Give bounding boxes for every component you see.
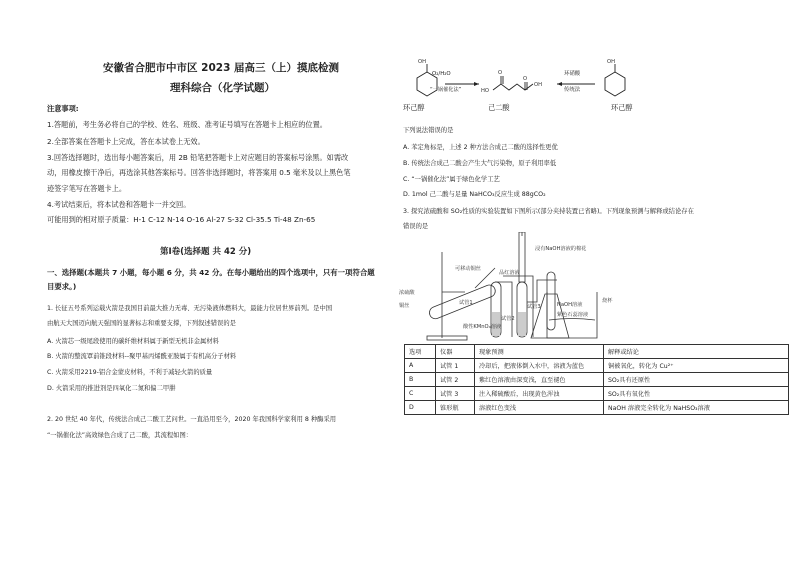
- q1-option-a[interactable]: A. 火箭芯一级尾段使用的碳纤维材料属于新型无机非金属材料: [47, 338, 219, 345]
- apparatus-label: 试管1: [459, 300, 473, 306]
- table-cell: 锥形瓶: [436, 401, 475, 415]
- q1-option-c[interactable]: C. 火箭采用2219-铝合金蒙皮材料，不利于减轻火箭的质量: [47, 369, 213, 376]
- apparatus-label: 浸有NaOH溶液的棉花: [535, 246, 587, 252]
- table-header-cell: 仪器: [436, 345, 475, 359]
- svg-text:O: O: [523, 76, 528, 82]
- apparatus-label: 浓硫酸: [399, 290, 415, 296]
- notice-item: 1.答题前，考生务必将自己的学校、姓名、班级、准考证号填写在答题卡上相应的位置。: [47, 120, 327, 129]
- part1-heading: 第Ⅰ卷(选择题 共 42 分): [160, 247, 252, 257]
- dropping-funnel: [519, 232, 525, 282]
- notice-heading: 注意事项:: [47, 104, 79, 113]
- notice-item: 2.全部答案在答题卡上完成，答在本试卷上无效。: [47, 137, 205, 146]
- apparatus-label: 品红溶液: [499, 270, 520, 276]
- table-cell: 紫红色溶液由深变浅，直至褪色: [475, 373, 604, 387]
- apparatus-label: 试管2: [501, 316, 515, 322]
- table-cell: SO₂具有氧化性: [604, 387, 789, 401]
- table-header-cell: 选项: [405, 345, 436, 359]
- q2-stem: “一锅催化法”高效绿色合成了己二酸，其流程如图：: [47, 432, 193, 439]
- apparatus-label: 酸性KMnO₄溶液: [463, 324, 502, 330]
- table-cell: A: [405, 359, 436, 373]
- q1-option-d[interactable]: D. 火箭采用的推进剂是四氧化二氮和偏二甲肼: [47, 385, 176, 392]
- q1-stem: 由航天大国迈向航天强国的显著标志和重要支撑，下列叙述错误的是: [47, 320, 236, 327]
- table-row[interactable]: [405, 359, 789, 373]
- part1-instructions: 一、选择题(本题共 7 小题，每小题 6 分，共 42 分。在每小题给出的四个选项中，只有一项符合题: [47, 268, 375, 277]
- svg-text:OH: OH: [607, 59, 615, 65]
- svg-text:OH: OH: [534, 82, 542, 88]
- table-cell: C: [405, 387, 436, 401]
- q3-stem: 错误的是: [403, 223, 429, 230]
- q1-stem: 1. 长征五号系列运载火箭是我国目前最大推力无毒、无污染液体燃料大，最能力位居世界前列。是中国: [47, 305, 333, 312]
- label-adipic-acid: 己二酸: [488, 103, 510, 112]
- reaction-scheme: [397, 0, 794, 125]
- table-cell: 试管 1: [436, 359, 475, 373]
- table-cell: 注入稀硫酸后，出现黄色浑浊: [475, 387, 604, 401]
- arrow2-top-label: 环硝酸: [564, 71, 581, 77]
- apparatus-label: 试管3: [527, 304, 541, 310]
- apparatus-label: 紫色石蕊溶液: [557, 312, 589, 318]
- arrow1-bottom-label: “一锅催化法”: [430, 87, 462, 93]
- q3-answer-table: [404, 344, 789, 415]
- q2-option-b[interactable]: B. 传统法合成己二酸会产生大气污染物，原子利用率低: [403, 160, 557, 167]
- svg-text:OH: OH: [418, 59, 426, 65]
- table-cell: B: [405, 373, 436, 387]
- notice-item: 4.考试结束后，将本试卷和答题卡一并交回。: [47, 200, 191, 209]
- table-row[interactable]: [405, 373, 789, 387]
- table-cell: 溶液红色变浅: [475, 401, 604, 415]
- label-cyclohexanol-right: 环己醇: [611, 103, 633, 112]
- page-subtitle: 理科综合（化学试题）: [170, 82, 275, 94]
- cyclohexanol-right-structure: [605, 64, 625, 96]
- arrow1-top-label: O₂/H₂O: [432, 71, 451, 77]
- table-header-cell: 现象预测: [475, 345, 604, 359]
- table-cell: SO₂具有还原性: [604, 373, 789, 387]
- q2-option-c[interactable]: C. “一锅催化法”属于绿色化学工艺: [403, 176, 500, 183]
- notice-item: 迹签字笔写在答题卡上。: [47, 184, 127, 193]
- table-cell: 冷却后，把液体倒入水中，溶液为蓝色: [475, 359, 604, 373]
- page-title: 安徽省合肥市中市区 2023 届高三（上）摸底检测: [103, 62, 340, 74]
- table-cell: D: [405, 401, 436, 415]
- iron-stand-base: [427, 336, 467, 340]
- apparatus-label: 烧杯: [602, 298, 613, 304]
- apparatus-label: NaOH溶液: [557, 302, 583, 308]
- table-header-row: [405, 345, 789, 359]
- arrow2-bottom-label: 传统法: [564, 87, 581, 93]
- q2-prompt: 下列说法错误的是: [403, 127, 454, 134]
- q2-option-a[interactable]: A. 苯定角标是，上述 2 种方法合成己二酸的选择性更优: [403, 144, 558, 151]
- svg-text:HO: HO: [481, 88, 489, 94]
- apparatus-label: 可移动铜丝: [455, 266, 481, 272]
- q2-option-d[interactable]: D. 1mol 己二酸与足量 NaHCO₃反应生成 88gCO₂: [403, 191, 546, 198]
- q2-stem: 2. 20 世纪 40 年代，传统法合成己二酸工艺问世。一直沿用至今，2020 年我国科学家利用 8 种酶采用: [47, 416, 337, 423]
- q3-stem: 3. 探究浓硫酸和 SO₂性质的实验装置如下图所示(部分夹持装置已省略)。下列现象预测与解释或结论存在: [403, 208, 694, 215]
- notice-item: 动，用橡皮擦干净后，再选涂其他答案标号。回答非选择题时，将答案用 0.5 毫米及以上黑色笔: [47, 168, 351, 177]
- table-row[interactable]: [405, 401, 789, 415]
- table-cell: 铜被氧化，转化为 Cu²⁺: [604, 359, 789, 373]
- table-cell: 试管 3: [436, 387, 475, 401]
- table-header-cell: 解释或结论: [604, 345, 789, 359]
- part1-instructions: 目要求。): [47, 282, 77, 291]
- table-cell: NaOH 溶液完全转化为 NaHSO₃溶液: [604, 401, 789, 415]
- apparatus-label: 铜丝: [399, 303, 410, 309]
- table-cell: 试管 2: [436, 373, 475, 387]
- q1-option-b[interactable]: B. 火箭的整流罩前锥段材料--聚甲基丙烯酰亚胺属于有机高分子材料: [47, 353, 237, 360]
- label-cyclohexanol-left: 环己醇: [403, 103, 425, 112]
- apparatus-diagram: [397, 232, 794, 344]
- notice-item: 3.回答选择题时，选出每小题答案后，用 2B 铅笔把答题卡上对应题目的答案标号涂黑。如需改: [47, 153, 349, 162]
- table-row[interactable]: [405, 387, 789, 401]
- atomic-mass-line: 可能用到的相对原子质量：H-1 C-12 N-14 O-16 Al-27 S-32 Cl-35.5 Ti-48 Zn-65: [47, 215, 316, 224]
- svg-text:O: O: [498, 70, 503, 76]
